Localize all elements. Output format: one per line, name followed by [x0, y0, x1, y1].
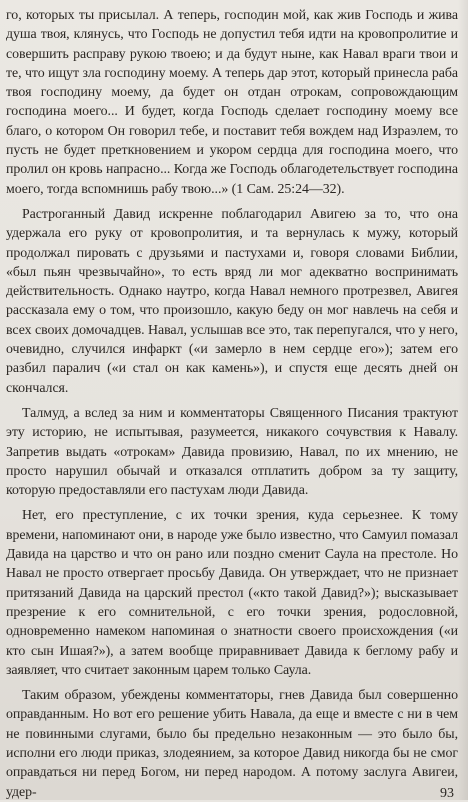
paragraph-talmud: Талмуд, а вслед за ним и комментаторы Священного Писания трактуют эту историю, не испытывая, разумеется, никакого сочувствия к Навалу. Запретив выдать «отрокам» Давида провизию, Навал, по их мнению, не просто нарушил обычай и отказался отплатить добром за ту защиту, которую предоставляли его пастухам люди Давида.	[6, 405, 458, 499]
paragraph-crime: Нет, его преступление, с их точки зрения, куда серьезнее. К тому времени, напоминают они, в народе уже было известно, что Самуил помазал Давида на царство и что он рано или поздно сменит Саула на престоле. Но Навал не просто отвергает просьбу Давида. Он утверждает, что не признает притязаний Давида на царский престол («кто такой Давид?»); высказывает презрение к его сомнительной, с его точки зрения, родословной, одновременно намеком напоминая о знатности своего происхождения («и кто сын Ишая?»), а затем вообще приравнивает Давида к беглому рабу и заявляет, что считает законным царем только Саула.	[6, 508, 458, 678]
page-text	[6, 6, 458, 802]
paragraph-quote-continuation: го, которых ты присылал. А теперь, господин мой, как жив Господь и жива душа твоя, клянусь, что Господь не допустил тебя идти на кровопролитие и совершить расправу рукою твоею; и да будут ныне, как Навал враги твои и те, что ищут зла господину моему. А теперь дар этот, который принесла раба твоя господину моему, да будет он отдан отрокам, сопровождающим господина моего... И будет, когда Господь сделает господину моему все благо, о котором Он говорил тебе, и поставит тебя вождем над Израэлем, то пусть не будет преткновением и укором сердца для господина моего, что пролил он кровь напрасно... Когда же Господь облагодетельствует господина моего, тогда вспомнишь рабу твою...» (1 Сам. 25:24—32).	[6, 8, 458, 197]
page-number: 93	[440, 786, 454, 801]
paragraph-david-thanks: Растроганный Давид искренне поблагодарил Авигею за то, что она удержала его руку от кровопролития, и та вернулась к мужу, который продолжал пировать с друзьями и пастухами и, говоря словами Библии, «был пьян чрезвычайно», то есть вряд ли мог адекватно воспринимать действительность. Однако наутро, когда Навал немного протрезвел, Авигея рассказала ему о том, что произошло, какую беду он мог навлечь на себя и всех своих домочадцев. Навал, услышав все это, так перепугался, что у него, очевидно, случился инфаркт («и замерло в нем сердце его»); затем его разбил паралич («и стал он как камень»), и спустя еще десять дней он скончался.	[6, 206, 458, 396]
paragraph-anger: Таким образом, убеждены комментаторы, гнев Давида был совершенно оправданным. Но вот его решение убить Навала, да еще и вместе с ни в чем не повинными слугами, было бы предельно незаконным — это было бы, исполни его люди приказ, злодеянием, за которое Давид никогда бы не смог оправдаться ни перед Богом, ни перед народом. А потому заслуга Авигеи, удер-	[6, 688, 458, 800]
page-edge-shadow	[458, 0, 468, 800]
